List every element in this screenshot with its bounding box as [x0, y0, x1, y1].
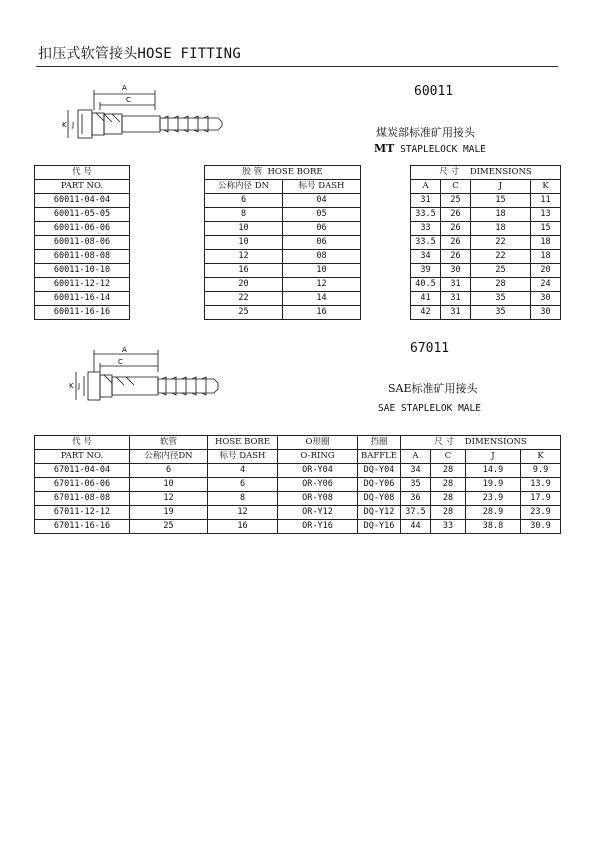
blank-cell [361, 250, 411, 264]
table-row [35, 520, 561, 534]
header-dn: 公称内径 DN [205, 180, 283, 194]
cell-k: 18 [531, 250, 561, 264]
dim-label-j: J [78, 382, 81, 390]
cell-a: 36 [401, 492, 431, 506]
fitting-drawing-67011 [66, 346, 246, 408]
cell-a: 33.5 [411, 208, 441, 222]
cell-dash: 06 [283, 236, 361, 250]
blank-cell [361, 292, 411, 306]
blank-cell [130, 208, 205, 222]
table-body-60011 [35, 194, 561, 320]
cell-a: 42 [411, 306, 441, 320]
cell-dash: 04 [283, 194, 361, 208]
cell-a: 34 [411, 250, 441, 264]
table-row [35, 492, 561, 506]
dim-label-c: C [118, 358, 123, 366]
cell-k: 30.9 [521, 520, 561, 534]
cell-a: 33.5 [411, 236, 441, 250]
cell-c: 31 [441, 278, 471, 292]
cell-part-no: 67011-04-04 [35, 464, 130, 478]
header-code-en: PART NO. [35, 180, 130, 194]
cell-c: 25 [441, 194, 471, 208]
blank-cell [130, 194, 205, 208]
cell-c: 30 [441, 264, 471, 278]
header-dash: 标号 DASH [208, 450, 278, 464]
header-baffle-cn: 挡圈 [358, 436, 401, 450]
table-row [35, 222, 561, 236]
cell-k: 11 [531, 194, 561, 208]
description-en-text: STAPLELOCK MALE [400, 144, 486, 155]
model-number-60011: 60011 [414, 84, 454, 99]
cell-c: 28 [431, 464, 466, 478]
cell-dash: 16 [208, 520, 278, 534]
blank-cell [361, 194, 411, 208]
cell-k: 18 [531, 236, 561, 250]
cell-dn: 6 [205, 194, 283, 208]
cell-a: 44 [401, 520, 431, 534]
dim-label-j: J [72, 121, 75, 129]
cell-j: 28 [471, 278, 531, 292]
header-blank [130, 166, 205, 194]
header-hose-cn: 胶 管 [242, 167, 263, 177]
cell-dn: 22 [205, 292, 283, 306]
table-row [35, 278, 561, 292]
table-row [35, 236, 561, 250]
header-hose-en: HOSE BORE [267, 167, 323, 177]
cell-c: 26 [441, 208, 471, 222]
cell-a: 39 [411, 264, 441, 278]
cell-k: 13 [531, 208, 561, 222]
cell-baffle: DQ-Y06 [358, 478, 401, 492]
cell-dash: 14 [283, 292, 361, 306]
cell-c: 26 [441, 222, 471, 236]
cell-dn: 12 [205, 250, 283, 264]
blank-cell [130, 278, 205, 292]
cell-j: 25 [471, 264, 531, 278]
table-row [35, 464, 561, 478]
table-row [35, 292, 561, 306]
blank-cell [361, 222, 411, 236]
header-c: C [441, 180, 471, 194]
blank-cell [130, 264, 205, 278]
model-number-67011: 67011 [410, 341, 450, 356]
cell-part-no: 67011-06-06 [35, 478, 130, 492]
cell-dn: 25 [130, 520, 208, 534]
cell-c: 28 [431, 478, 466, 492]
cell-j: 15 [471, 194, 531, 208]
cell-dn: 12 [130, 492, 208, 506]
dim-label-a: A [122, 346, 127, 354]
cell-c: 33 [431, 520, 466, 534]
header-dn: 公称内径DN [130, 450, 208, 464]
cell-dn: 25 [205, 306, 283, 320]
cell-part-no: 60011-05-05 [35, 208, 130, 222]
cell-c: 26 [441, 236, 471, 250]
cell-dash: 08 [283, 250, 361, 264]
cell-part-no: 60011-10-10 [35, 264, 130, 278]
cell-j: 14.9 [466, 464, 521, 478]
cell-dn: 10 [205, 222, 283, 236]
cell-a: 41 [411, 292, 441, 306]
header-dimensions [411, 166, 561, 180]
cell-dash: 05 [283, 208, 361, 222]
cell-k: 13.9 [521, 478, 561, 492]
cell-k: 20 [531, 264, 561, 278]
fitting-drawing-60011 [60, 80, 240, 145]
dim-label-c: C [126, 96, 131, 104]
cell-oring: OR-Y08 [278, 492, 358, 506]
cell-dn: 10 [205, 236, 283, 250]
table-row [35, 250, 561, 264]
cell-dash: 16 [283, 306, 361, 320]
cell-c: 28 [431, 492, 466, 506]
cell-j: 23.9 [466, 492, 521, 506]
table-row [35, 208, 561, 222]
cell-k: 24 [531, 278, 561, 292]
header-code-en: PART NO. [35, 450, 130, 464]
cell-oring: OR-Y04 [278, 464, 358, 478]
header-k: K [521, 450, 561, 464]
cell-a: 31 [411, 194, 441, 208]
header-k: K [531, 180, 561, 194]
cell-dash: 8 [208, 492, 278, 506]
header-j: J [471, 180, 531, 194]
cell-dash: 12 [283, 278, 361, 292]
cell-k: 17.9 [521, 492, 561, 506]
cell-part-no: 60011-08-06 [35, 236, 130, 250]
header-dim-en: DIMENSIONS [469, 167, 532, 177]
cell-dn: 20 [205, 278, 283, 292]
cell-k: 23.9 [521, 506, 561, 520]
header-dimensions [401, 436, 561, 450]
cell-part-no: 60011-16-16 [35, 306, 130, 320]
cell-part-no: 67011-08-08 [35, 492, 130, 506]
cell-a: 35 [401, 478, 431, 492]
cell-dash: 4 [208, 464, 278, 478]
cell-baffle: DQ-Y08 [358, 492, 401, 506]
cell-j: 38.8 [466, 520, 521, 534]
header-hose [205, 166, 361, 180]
cell-c: 31 [441, 306, 471, 320]
blank-cell [361, 306, 411, 320]
cell-c: 31 [441, 292, 471, 306]
header-a: A [411, 180, 441, 194]
spec-table-60011 [34, 165, 561, 320]
header-code-cn: 代 号 [35, 436, 130, 450]
cell-part-no: 67011-16-16 [35, 520, 130, 534]
dim-label-k: K [69, 382, 74, 390]
cell-baffle: DQ-Y16 [358, 520, 401, 534]
cell-c: 28 [431, 506, 466, 520]
header-oring-en: O-RING [278, 450, 358, 464]
blank-cell [361, 208, 411, 222]
cell-k: 30 [531, 306, 561, 320]
blank-cell [130, 236, 205, 250]
cell-a: 40.5 [411, 278, 441, 292]
header-blank [361, 166, 411, 194]
cell-j: 18 [471, 208, 531, 222]
cell-dash: 10 [283, 264, 361, 278]
blank-cell [361, 278, 411, 292]
header-hose-bore: HOSE BORE [208, 436, 278, 450]
cell-dn: 6 [130, 464, 208, 478]
cell-dash: 06 [283, 222, 361, 236]
cell-part-no: 60011-12-12 [35, 278, 130, 292]
description-en-67011: SAE STAPLELOK MALE [378, 403, 481, 414]
description-cn-60011: 煤炭部标准矿用接头 [376, 126, 475, 139]
cell-baffle: DQ-Y04 [358, 464, 401, 478]
dim-label-k: K [62, 121, 67, 129]
cell-k: 30 [531, 292, 561, 306]
description-en-60011 [374, 142, 486, 155]
table-row [35, 194, 561, 208]
table-body-67011 [35, 464, 561, 534]
blank-cell [130, 250, 205, 264]
table-row [35, 506, 561, 520]
cell-dn: 16 [205, 264, 283, 278]
header-c: C [431, 450, 466, 464]
header-baffle-en: BAFFLE [358, 450, 401, 464]
table-row [35, 306, 561, 320]
cell-k: 15 [531, 222, 561, 236]
cell-a: 33 [411, 222, 441, 236]
cell-oring: OR-Y12 [278, 506, 358, 520]
cell-part-no: 60011-16-14 [35, 292, 130, 306]
table-row [35, 478, 561, 492]
blank-cell [361, 236, 411, 250]
header-code-cn: 代 号 [35, 166, 130, 180]
header-j: J [466, 450, 521, 464]
cell-j: 22 [471, 236, 531, 250]
description-en-prefix: MT [374, 142, 395, 155]
cell-oring: OR-Y06 [278, 478, 358, 492]
cell-j: 28.9 [466, 506, 521, 520]
cell-part-no: 60011-08-08 [35, 250, 130, 264]
cell-part-no: 67011-12-12 [35, 506, 130, 520]
header-dash: 标号 DASH [283, 180, 361, 194]
header-dim-cn: 尺 寸 [434, 437, 454, 447]
cell-baffle: DQ-Y12 [358, 506, 401, 520]
blank-cell [361, 264, 411, 278]
header-dim-en: DIMENSIONS [464, 437, 527, 447]
header-dim-cn: 尺 寸 [439, 167, 459, 177]
description-cn-67011: SAE标准矿用接头 [388, 382, 478, 395]
header-hose-cn: 软管 [130, 436, 208, 450]
title-divider [36, 66, 558, 67]
header-oring-cn: O形圈 [278, 436, 358, 450]
blank-cell [130, 222, 205, 236]
cell-dn: 19 [130, 506, 208, 520]
cell-j: 22 [471, 250, 531, 264]
blank-cell [130, 292, 205, 306]
header-a: A [401, 450, 431, 464]
cell-j: 35 [471, 306, 531, 320]
cell-c: 26 [441, 250, 471, 264]
cell-a: 34 [401, 464, 431, 478]
cell-j: 19.9 [466, 478, 521, 492]
spec-table-67011 [34, 435, 561, 534]
cell-j: 18 [471, 222, 531, 236]
cell-oring: OR-Y16 [278, 520, 358, 534]
cell-dn: 8 [205, 208, 283, 222]
cell-k: 9.9 [521, 464, 561, 478]
cell-part-no: 60011-06-06 [35, 222, 130, 236]
dim-label-a: A [122, 84, 127, 92]
table-row [35, 264, 561, 278]
cell-part-no: 60011-04-04 [35, 194, 130, 208]
cell-dn: 10 [130, 478, 208, 492]
cell-a: 37.5 [401, 506, 431, 520]
cell-dash: 12 [208, 506, 278, 520]
cell-dash: 6 [208, 478, 278, 492]
page-title: 扣压式软管接头HOSE FITTING [38, 46, 241, 62]
cell-j: 35 [471, 292, 531, 306]
blank-cell [130, 306, 205, 320]
